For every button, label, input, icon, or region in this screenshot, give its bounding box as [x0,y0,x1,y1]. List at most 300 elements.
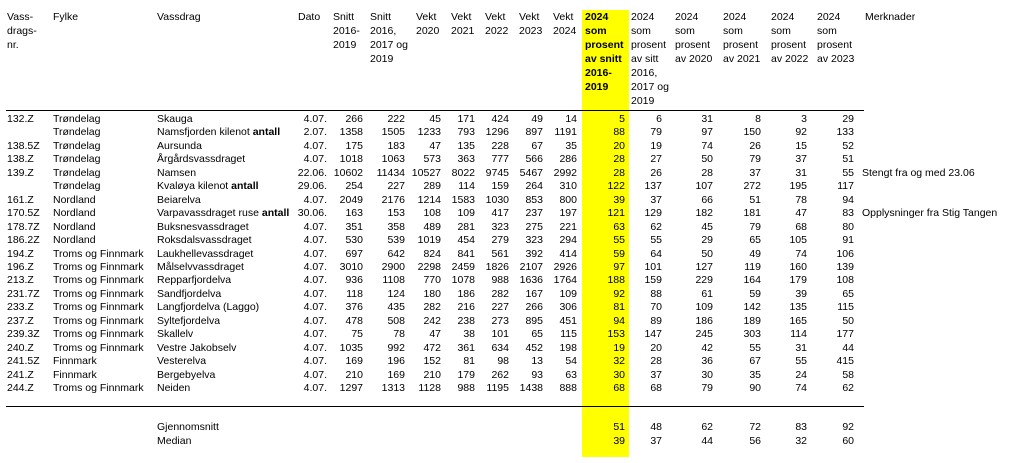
cell-pct-2021: 49 [749,247,761,260]
cell-pct-2022: 37 [795,153,807,166]
cell-nr: 186.2Z [7,234,40,247]
cell-snitt-2016-2017-2019: 196 [387,355,405,368]
cell-pct-2021: 150 [743,126,761,139]
cell-vekt-2023: 65 [531,328,543,341]
cell-pct-2020: 245 [695,328,713,341]
cell-fylke: Nordland [53,193,96,206]
cell-pct-snitt: 122 [607,180,625,193]
cell-pct-sitt: 68 [650,382,662,394]
cell-dato: 4.07. [303,113,327,125]
cell-vekt-2020: 47 [429,139,441,152]
cell-pct-2023: 58 [842,368,854,381]
cell-pct-2020: 50 [701,153,713,166]
cell-vekt-2024: 54 [565,355,577,368]
cell-pct-2023: 83 [842,207,854,220]
cell-vekt-2024: 286 [559,153,577,166]
cell-pct-snitt: 30 [613,368,625,381]
footer-rule [6,406,864,407]
cell-vassdrag: Bergebyelva [157,368,216,381]
cell-pct-2021: 90 [749,382,761,394]
cell-dato: 4.07. [303,274,327,287]
cell-merknader: Opplysninger fra Stig Tangen [862,207,998,220]
cell-pct-snitt: 32 [613,355,625,368]
cell-snitt-2016-2017-2019: 1505 [381,126,405,139]
cell-snitt-2016-2019: 1035 [339,341,363,354]
cell-pct-sitt: 6 [656,113,662,125]
cell-vekt-2020: 573 [423,153,441,166]
cell-nr: 231.7Z [7,287,40,300]
cell-snitt-2016-2017-2019: 183 [387,139,405,152]
cell-vassdrag: Varpavassdraget ruse antall [157,207,290,220]
cell-pct-2023: 80 [842,220,854,233]
cell-vekt-2022: 273 [491,314,509,327]
cell-pct-sitt: 89 [650,314,662,327]
cell-pct-2020: 107 [695,180,713,193]
cell-dato: 4.07. [303,287,327,300]
cell-snitt-2016-2017-2019: 11434 [376,166,405,179]
cell-fylke: Trøndelag [53,126,101,139]
cell-vekt-2023: 266 [525,301,543,314]
cell-pct-2022: 31 [795,166,807,179]
cell-nr: 170.5Z [7,207,40,220]
cell-vekt-2021: 38 [463,328,475,341]
cell-pct-2023: 117 [837,180,854,193]
cell-vekt-2022: 98 [497,355,509,368]
cell-dato: 4.07. [303,368,327,381]
cell-vekt-2024: 1191 [554,126,577,139]
cell-snitt-2016-2019: 478 [345,314,363,327]
cell-pct-2020: 36 [701,355,713,368]
cell-vekt-2024: 310 [559,180,577,193]
cell-nr: 138.5Z [7,139,40,152]
cell-vekt-2021: 363 [457,153,475,166]
cell-vassdrag: Skallelv [157,328,194,341]
antall-label: antall [261,207,290,220]
cell-fylke: Finnmark [53,355,97,368]
cell-vekt-2022: 988 [491,274,509,287]
cell-vassdrag: Vestre Jakobselv [157,341,237,354]
cell-vekt-2021: 1583 [451,193,475,206]
cell-vekt-2020: 180 [423,287,441,300]
cell-fylke: Troms og Finnmark [53,341,144,354]
cell-dato: 22.06. [297,166,327,179]
cell-pct-snitt: 188 [607,274,625,287]
cell-pct-2021: 142 [743,301,761,314]
cell-vekt-2020: 289 [423,180,441,193]
cell-vekt-2023: 167 [525,287,543,300]
cell-pct-2022: 83 [795,421,807,433]
cell-vekt-2021: 988 [457,382,475,394]
cell-snitt-2016-2017-2019: 227 [387,180,405,193]
cell-pct-2020: 31 [701,113,713,125]
cell-vekt-2020: 152 [423,355,441,368]
cell-nr: 233.Z [7,301,34,314]
cell-pct-sitt: 79 [650,126,662,139]
cell-dato: 4.07. [303,260,327,273]
cell-snitt-2016-2017-2019: 435 [387,301,405,314]
cell-pct-sitt: 27 [650,153,662,166]
cell-snitt-2016-2019: 697 [345,247,363,260]
cell-vekt-2021: 793 [457,126,475,139]
cell-snitt-2016-2019: 163 [345,207,363,220]
cell-pct-2020: 29 [701,234,713,247]
cell-vekt-2020: 1214 [417,193,441,206]
cell-pct-2022: 24 [795,368,807,381]
cell-pct-snitt: 59 [613,247,625,260]
cell-vekt-2020: 1019 [417,234,441,247]
header-pct-sitt: 2024 som prosent av sitt 2016, 2017 og 2019 [631,11,669,107]
cell-snitt-2016-2017-2019: 1063 [381,153,405,166]
cell-vekt-2020: 45 [429,113,441,125]
cell-pct-2021: 119 [744,260,761,273]
cell-fylke: Trøndelag [53,153,101,166]
cell-pct-2022: 160 [789,260,807,273]
cell-vekt-2023: 264 [525,180,543,193]
cell-pct-snitt: 5 [619,113,625,125]
cell-vekt-2020: 108 [423,207,441,220]
cell-nr: 161.Z [7,193,34,206]
cell-pct-2020: 109 [695,301,713,314]
cell-pct-2020: 66 [701,193,713,206]
cell-pct-2020: 229 [695,274,713,287]
cell-snitt-2016-2017-2019: 78 [393,328,405,341]
cell-dato: 4.07. [303,355,327,368]
cell-pct-2021: 79 [749,220,761,233]
cell-vassdrag: Syltefjordelva [157,314,221,327]
antall-label: antall [231,180,259,193]
cell-pct-2021: 35 [749,368,761,381]
cell-pct-2023: 94 [842,193,854,206]
cell-dato: 4.07. [303,341,327,354]
cell-nr: 244.Z [7,382,34,394]
cell-pct-2020: 30 [701,368,713,381]
cell-pct-2022: 195 [789,180,807,193]
cell-vekt-2024: 197 [559,207,577,220]
header-vekt-2020: Vekt 2020 [416,11,440,37]
cell-vekt-2023: 237 [525,207,543,220]
header-rule [6,110,864,111]
cell-vassdrag: Aursunda [157,139,202,152]
cell-vekt-2024: 109 [559,287,577,300]
cell-snitt-2016-2019: 118 [346,287,363,300]
header-vekt-2024: Vekt 2024 [553,11,577,37]
cell-pct-2022: 32 [795,435,807,447]
cell-pct-2022: 105 [789,234,807,247]
cell-snitt-2016-2019: 10602 [333,166,363,179]
cell-pct-sitt: 37 [650,435,662,447]
cell-pct-2023: 133 [836,126,854,139]
header-vekt-2023: Vekt 2023 [519,11,543,37]
cell-dato: 4.07. [303,153,327,166]
cell-pct-2021: 272 [743,180,761,193]
cell-dato: 30.06. [297,207,327,220]
cell-vekt-2020: 472 [423,341,441,354]
cell-vekt-2020: 770 [423,274,441,287]
cell-pct-2023: 62 [842,382,854,394]
cell-vekt-2020: 489 [423,220,441,233]
cell-pct-2020: 79 [701,382,713,394]
cell-pct-2021: 164 [743,274,761,287]
cell-fylke: Troms og Finnmark [53,247,144,260]
cell-vassdrag: Namsfjorden kilenot antall [157,126,281,139]
cell-snitt-2016-2019: 210 [345,368,363,381]
cell-pct-sitt: 20 [650,341,662,354]
cell-pct-2023: 60 [842,435,854,447]
cell-dato: 4.07. [303,220,327,233]
cell-snitt-2016-2019: 169 [345,355,363,368]
cell-snitt-2016-2017-2019: 169 [387,368,405,381]
cell-vekt-2024: 294 [559,234,577,247]
cell-pct-snitt: 19 [613,341,625,354]
cell-fylke: Trøndelag [53,139,101,152]
cell-pct-2023: 51 [842,153,854,166]
header-pct-2022: 2024 som prosent av 2022 [771,11,809,65]
cell-pct-snitt: 63 [613,220,625,233]
header-dato: Dato [298,11,321,23]
cell-vekt-2024: 35 [565,139,577,152]
cell-dato: 4.07. [303,328,327,341]
cell-vekt-2020: 210 [423,368,441,381]
cell-pct-2021: 51 [749,193,761,206]
cell-pct-snitt: 55 [613,234,625,247]
cell-vekt-2022: 1826 [485,260,509,273]
cell-pct-sitt: 64 [650,247,662,260]
cell-pct-2020: 45 [701,220,713,233]
cell-vekt-2022: 228 [491,139,509,152]
cell-snitt-2016-2019: 175 [345,139,363,152]
cell-vekt-2022: 101 [491,328,509,341]
cell-vassdrag: Målselvvassdraget [157,260,244,273]
cell-nr: 194.Z [7,247,34,260]
cell-pct-snitt: 28 [613,153,625,166]
cell-snitt-2016-2019: 2049 [339,193,363,206]
cell-pct-2022: 179 [789,274,807,287]
cell-vekt-2022: 323 [491,220,509,233]
cell-vekt-2022: 279 [491,234,509,247]
cell-snitt-2016-2019: 266 [345,113,363,125]
header-vassdragsnr: Vass- drags- nr. [7,11,37,51]
cell-pct-2020: 186 [695,314,713,327]
cell-dato: 4.07. [303,314,327,327]
cell-fylke: Troms og Finnmark [53,287,144,300]
header-vekt-2022: Vekt 2022 [485,11,509,37]
cell-pct-2022: 114 [790,328,807,341]
cell-pct-sitt: 28 [650,355,662,368]
cell-pct-snitt: 153 [607,328,625,341]
cell-pct-2020: 50 [701,247,713,260]
header-pct-2020: 2024 som prosent av 2020 [675,11,713,65]
cell-nr: 213.Z [7,274,34,287]
cell-pct-snitt: 121 [607,207,625,220]
antall-label: antall [252,126,281,139]
cell-snitt-2016-2017-2019: 1313 [381,382,405,394]
cell-pct-2023: 91 [842,234,854,247]
header-fylke: Fylke [53,11,79,23]
cell-nr: 132.Z [7,113,34,125]
cell-vekt-2020: 47 [429,328,441,341]
header-vassdrag: Vassdrag [157,11,201,23]
cell-vekt-2021: 2459 [451,260,475,273]
cell-vekt-2024: 414 [559,247,577,260]
cell-pct-snitt: 94 [613,314,625,327]
cell-snitt-2016-2017-2019: 1108 [382,274,405,287]
cell-snitt-2016-2017-2019: 539 [387,234,405,247]
cell-pct-2023: 139 [836,260,854,273]
cell-vassdrag: Vesterelva [157,355,207,368]
cell-nr: 138.Z [7,153,34,166]
cell-vassdrag: Langfjordelva (Laggo) [157,301,260,314]
cell-snitt-2016-2019: 1018 [339,153,363,166]
cell-vekt-2021: 186 [457,287,475,300]
cell-pct-snitt: 92 [613,287,625,300]
header-merknader: Merknader [865,11,916,23]
cell-snitt-2016-2017-2019: 153 [387,207,405,220]
cell-vekt-2020: 2298 [417,260,441,273]
cell-pct-2020: 62 [701,421,713,433]
cell-nr: 240.Z [7,341,34,354]
cell-fylke: Trøndelag [53,166,101,179]
cell-vekt-2023: 452 [525,341,543,354]
cell-vekt-2021: 281 [457,220,475,233]
cell-snitt-2016-2017-2019: 358 [387,220,405,233]
cell-vekt-2023: 853 [525,193,543,206]
cell-pct-2023: 65 [842,287,854,300]
cell-snitt-2016-2019: 376 [345,301,363,314]
cell-vekt-2024: 306 [559,301,577,314]
cell-fylke: Finnmark [53,368,97,381]
cell-snitt-2016-2019: 75 [351,328,363,341]
cell-vekt-2022: 561 [491,247,509,260]
cell-pct-2023: 106 [836,247,854,260]
cell-vassdrag: Neiden [157,382,191,394]
cell-pct-2021: 181 [743,207,761,220]
cell-vekt-2020: 242 [423,314,441,327]
cell-pct-2022: 68 [795,220,807,233]
cell-pct-2020: 97 [701,126,713,139]
cell-vekt-2020: 1128 [418,382,441,394]
cell-snitt-2016-2019: 936 [345,274,363,287]
cell-nr: 241.Z [7,368,34,381]
cell-vassdrag: Buksnesvassdraget [157,220,249,233]
cell-pct-2023: 115 [837,301,854,314]
cell-pct-2020: 74 [701,139,713,152]
cell-pct-2022: 31 [795,341,807,354]
cell-vassdrag: Kvaløya kilenot antall [157,180,259,193]
header-vekt-2021: Vekt 2021 [451,11,475,37]
cell-pct-2022: 47 [795,207,807,220]
cell-snitt-2016-2019: 1358 [339,126,363,139]
header-snitt-2016-2017-2019: Snitt 2016, 2017 og 2019 [370,11,408,65]
cell-vekt-2024: 198 [559,341,577,354]
cell-pct-2020: 42 [701,341,713,354]
cell-fylke: Trøndelag [53,180,101,193]
cell-vekt-2021: 179 [457,368,475,381]
cell-pct-2023: 415 [836,355,854,368]
cell-vekt-2023: 566 [525,153,543,166]
cell-pct-2022: 74 [795,247,807,260]
cell-pct-2023: 44 [842,341,854,354]
cell-vekt-2022: 227 [491,301,509,314]
cell-pct-snitt: 88 [613,126,625,139]
cell-nr: 237.Z [7,314,34,327]
cell-pct-2022: 55 [795,355,807,368]
cell-fylke: Troms og Finnmark [53,314,144,327]
cell-vassdrag: Skauga [157,113,193,125]
cell-vekt-2021: 171 [457,113,475,125]
cell-pct-2020: 44 [701,435,713,447]
cell-snitt-2016-2017-2019: 2176 [381,193,405,206]
cell-vekt-2022: 1030 [485,193,509,206]
cell-vekt-2020: 824 [423,247,441,260]
cell-pct-2023: 55 [842,166,854,179]
cell-vassdrag: Beiarelva [157,193,201,206]
cell-nr: 196.Z [7,260,34,273]
cell-vekt-2022: 9745 [485,166,509,179]
cell-vassdrag: Roksdalsvassdraget [157,234,252,247]
cell-pct-snitt: 20 [613,139,625,152]
cell-pct-sitt: 70 [650,301,662,314]
cell-vekt-2021: 841 [457,247,475,260]
cell-pct-2022: 135 [789,301,807,314]
cell-vassdrag: Namsen [157,166,197,179]
header-pct-2023: 2024 som prosent av 2023 [817,11,855,65]
cell-snitt-2016-2019: 530 [345,234,363,247]
summary-label: Gjennomsnitt [157,421,219,433]
cell-pct-2020: 182 [695,207,713,220]
cell-pct-2023: 177 [836,328,854,341]
cell-pct-2021: 37 [749,166,761,179]
cell-nr: 239.3Z [7,328,40,341]
cell-vekt-2021: 8022 [451,166,475,179]
cell-pct-sitt: 55 [650,234,662,247]
cell-nr: 139.Z [7,166,34,179]
header-pct-snitt: 2024 som prosent av snitt 2016- 2019 [585,11,624,93]
cell-pct-sitt: 88 [650,287,662,300]
cell-pct-2021: 67 [749,355,761,368]
header-pct-2021: 2024 som prosent av 2021 [723,11,761,65]
cell-pct-2022: 3 [801,113,807,125]
cell-pct-2021: 26 [749,139,761,152]
cell-pct-2022: 92 [795,126,807,139]
cell-vekt-2024: 451 [559,314,577,327]
cell-pct-sitt: 159 [644,274,662,287]
cell-vekt-2024: 2992 [553,166,577,179]
cell-vekt-2024: 221 [559,220,577,233]
cell-vekt-2023: 897 [525,126,543,139]
cell-dato: 4.07. [303,193,327,206]
cell-fylke: Trøndelag [53,113,101,125]
cell-vekt-2022: 1195 [486,382,509,394]
cell-snitt-2016-2019: 351 [345,220,363,233]
header-snitt-2016-2019: Snitt 2016- 2019 [333,11,360,51]
cell-snitt-2016-2019: 254 [345,180,363,193]
cell-dato: 4.07. [303,139,327,152]
cell-pct-snitt: 28 [613,166,625,179]
cell-pct-2023: 108 [836,274,854,287]
cell-vekt-2023: 895 [525,314,543,327]
cell-fylke: Troms og Finnmark [53,260,144,273]
cell-vekt-2023: 1636 [519,274,543,287]
cell-dato: 4.07. [303,301,327,314]
cell-dato: 4.07. [303,382,327,394]
cell-snitt-2016-2017-2019: 508 [387,314,405,327]
cell-pct-sitt: 19 [650,139,662,152]
cell-pct-2021: 65 [749,234,761,247]
cell-snitt-2016-2019: 1297 [339,382,363,394]
cell-vekt-2023: 2107 [519,260,543,273]
cell-pct-2021: 189 [743,314,761,327]
cell-pct-2022: 165 [789,314,807,327]
